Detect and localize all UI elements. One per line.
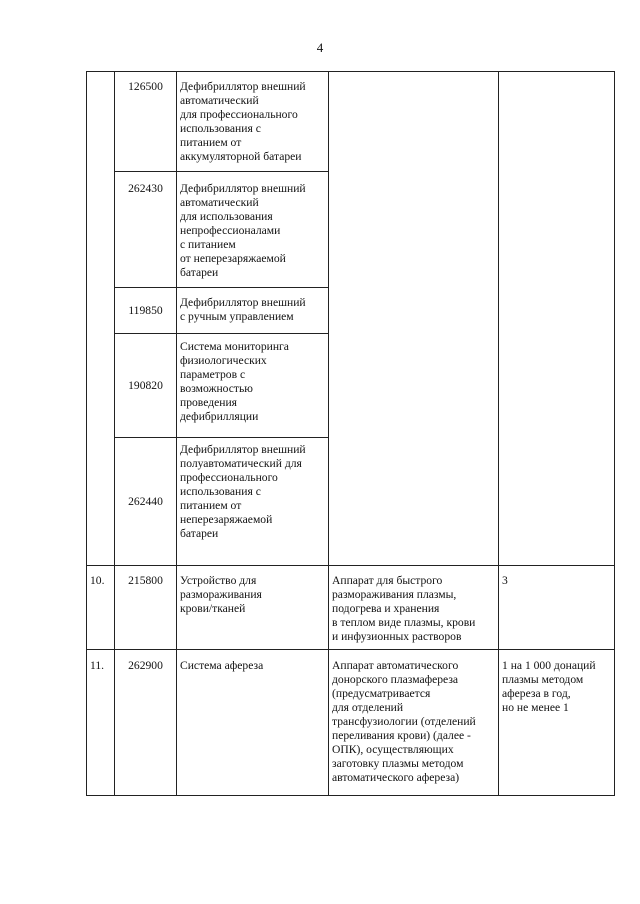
code-cell [115, 650, 177, 796]
table-row [87, 650, 615, 796]
code-text: 190820 [128, 378, 163, 392]
name-cell [177, 566, 329, 650]
equipment-cell [329, 650, 499, 796]
code-cell [115, 288, 177, 334]
page-number: 4 [316, 40, 324, 55]
name-cell [177, 438, 329, 566]
name-cell [177, 288, 329, 334]
row-number-cell [87, 650, 115, 796]
row-number-cell [87, 72, 115, 566]
code-cell [115, 72, 177, 172]
name-text: Система мониторинга физиологических параметров с возможностью проведения дефибрилляции [180, 340, 289, 423]
code-text: 126500 [128, 80, 163, 93]
code-text: 215800 [128, 574, 163, 587]
code-cell [115, 438, 177, 566]
table-row [87, 566, 615, 650]
name-text: Дефибриллятор внешний полуавтоматический для профессионального использования с питанием от неперезаряжаемой батареи [180, 443, 306, 540]
name-text: Устройство для размораживания крови/тканей [180, 574, 262, 615]
name-cell [177, 172, 329, 288]
name-text: Дефибриллятор внешний автоматический для профессионального использования с питанием от аккумуляторной батареи [180, 80, 306, 163]
equipment-table [86, 71, 615, 796]
name-cell [177, 650, 329, 796]
equipment-cell [329, 566, 499, 650]
table-row [87, 72, 615, 172]
code-cell [115, 566, 177, 650]
equipment-cell [329, 72, 499, 566]
equipment-text: Аппарат автоматического донорского плазмафереза (предусматривается для отделений трансфузиологии (отделений переливания крови) (далее - ОПК), осуществляющих заготовку плазмы методом автоматического афереза) [332, 659, 476, 784]
quantity-cell [499, 566, 615, 650]
code-text: 262440 [128, 494, 163, 508]
quantity-text: 3 [502, 574, 508, 587]
code-text: 262900 [128, 659, 163, 672]
name-text: Дефибриллятор внешний автоматический для использования непрофессионалами с питанием от неперезаряжаемой батареи [180, 182, 306, 279]
name-text: Дефибриллятор внешний с ручным управлением [180, 296, 306, 323]
code-cell [115, 334, 177, 438]
name-cell [177, 72, 329, 172]
row-number-text: 10. [90, 574, 105, 587]
code-text: 119850 [128, 304, 163, 317]
row-number-text: 11. [90, 659, 105, 672]
quantity-text: 1 на 1 000 донаций плазмы методом афереза в год, но не менее 1 [502, 659, 596, 714]
quantity-cell [499, 650, 615, 796]
code-cell [115, 172, 177, 288]
quantity-cell [499, 72, 615, 566]
code-text: 262430 [128, 182, 163, 195]
name-cell [177, 334, 329, 438]
name-text: Система афереза [180, 659, 264, 672]
row-number-cell [87, 566, 115, 650]
equipment-text: Аппарат для быстрого размораживания плазмы, подогрева и хранения в теплом виде плазмы, крови и инфузионных растворов [332, 574, 476, 643]
